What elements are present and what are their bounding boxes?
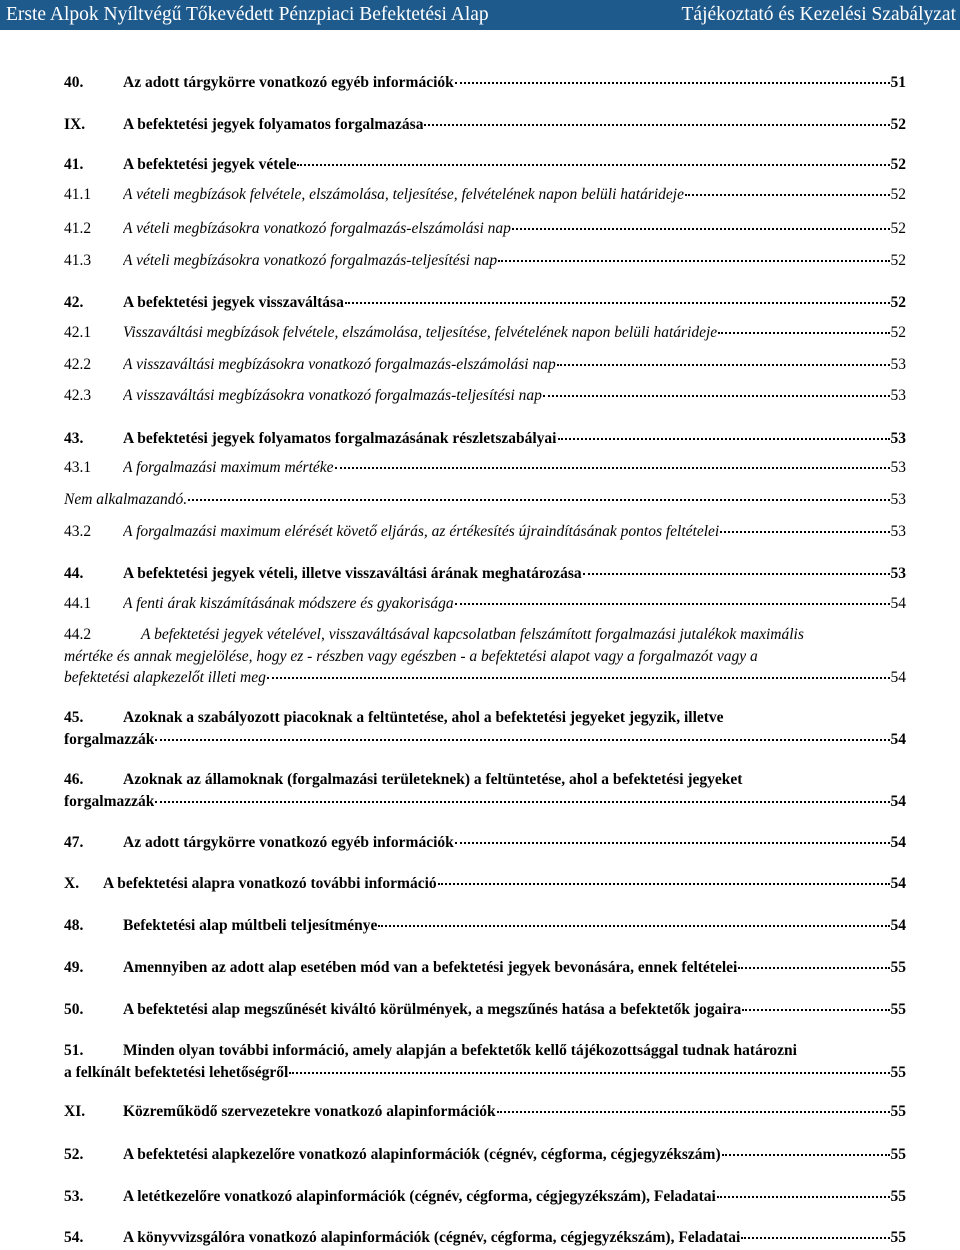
toc-entry-page: 51 <box>890 74 906 91</box>
toc-entry-page: 55 <box>890 1063 906 1081</box>
toc-entry-44[interactable] <box>64 563 906 585</box>
toc-entry-42[interactable] <box>64 292 906 314</box>
toc-entry-page: 54 <box>890 875 906 892</box>
toc-entry-page: 55 <box>890 1188 906 1205</box>
toc-entry-page: 52 <box>890 156 906 173</box>
toc-entry-title-line: a felkínált befektetési lehetőségről <box>64 1063 289 1081</box>
toc-entry-title: A befektetési alapra vonatkozó további információ <box>103 875 437 892</box>
toc-entry-42-3[interactable] <box>64 385 906 407</box>
toc-entry-page: 53 <box>890 565 906 582</box>
toc-entry-number: 43.2 <box>64 523 92 540</box>
toc-entry-45[interactable] <box>64 707 906 750</box>
toc-entry-number: 41.2 <box>64 220 92 237</box>
toc-entry-title: A befektetési jegyek vételi, illetve visszaváltási árának meghatározása <box>123 565 582 582</box>
toc-entry-43[interactable] <box>64 428 906 450</box>
toc-entry-40[interactable] <box>64 72 906 94</box>
toc-entry-x[interactable] <box>64 873 906 895</box>
toc-entry-number: 43. <box>64 430 84 447</box>
toc-entry-47[interactable] <box>64 832 906 854</box>
dot-leader <box>155 799 889 803</box>
toc-entry-title: Azoknak az államoknak (forgalmazási területeknek) a feltüntetése, ahol a befektetési jegyeket <box>123 771 743 788</box>
dot-leader <box>738 965 889 969</box>
dot-leader <box>498 258 889 262</box>
toc-entry-title: Közreműködő szervezetekre vonatkozó alapinformációk <box>123 1103 496 1120</box>
toc-entry-number: 41.3 <box>64 252 92 269</box>
toc-entry-last-line <box>64 729 906 751</box>
dot-leader <box>722 1152 890 1156</box>
header-fund-name: Erste Alpok Nyíltvégű Tőkevédett Pénzpiaci Befektetési Alap <box>6 4 489 25</box>
toc-entry-not-applicable[interactable] <box>64 489 906 511</box>
toc-entry-number: 44.1 <box>64 595 92 612</box>
toc-entry-page: 52 <box>890 294 906 311</box>
toc-entry-page: 55 <box>890 1001 906 1018</box>
dot-leader <box>455 840 890 844</box>
toc-entry-number: 44. <box>64 565 84 582</box>
toc-entry-last-line <box>64 791 906 813</box>
toc-entry-title: A vételi megbízásokra vonatkozó forgalmazás-teljesítési nap <box>123 252 498 269</box>
dot-leader <box>438 881 890 885</box>
toc-entry-title: Amennyiben az adott alap esetében mód van a befektetési jegyek bevonására, ennek feltételei <box>123 959 738 976</box>
toc-entry-number: 42.3 <box>64 387 92 404</box>
toc-entry-page: 52 <box>890 116 906 133</box>
toc-entry-41[interactable] <box>64 154 906 176</box>
toc-entry-title: Visszaváltási megbízások felvétele, elszámolása, teljesítése, felvételének napon belüli határideje <box>123 324 718 341</box>
toc-entry-number: 48. <box>64 917 84 934</box>
toc-entry-title-line: befektetési alapkezelőt illeti meg <box>64 669 266 686</box>
toc-entry-page: 55 <box>890 1229 906 1246</box>
toc-entry-48[interactable] <box>64 915 906 937</box>
toc-entry-xi[interactable] <box>64 1101 906 1123</box>
toc-entry-page: 55 <box>890 1103 906 1120</box>
toc-entry-title: Befektetési alap múltbeli teljesítménye <box>123 917 378 934</box>
toc-entry-number: X. <box>64 875 80 892</box>
dot-leader <box>267 675 890 679</box>
toc-entry-50[interactable] <box>64 999 906 1021</box>
toc-entry-43-2[interactable] <box>64 521 906 543</box>
toc-entry-page: 53 <box>890 459 906 476</box>
toc-entry-last-line <box>64 667 906 689</box>
toc-entry-53[interactable] <box>64 1186 906 1208</box>
toc-entry-number: 43.1 <box>64 459 92 476</box>
toc-entry-title: A könyvvizsgálóra vonatkozó alapinformációk (cégnév, cégforma, cégjegyzékszám), Feladatai <box>123 1229 741 1246</box>
toc-entry-title-line <box>64 624 906 646</box>
toc-entry-page: 54 <box>890 917 906 934</box>
toc-entry-title: Az adott tárgykörre vonatkozó egyéb információk <box>123 834 454 851</box>
toc-entry-page: 54 <box>890 834 906 851</box>
toc-entry-42-2[interactable] <box>64 354 906 376</box>
toc-entry-42-1[interactable] <box>64 322 906 344</box>
toc-entry-title: A visszaváltási megbízásokra vonatkozó forgalmazás-elszámolási nap <box>123 356 556 373</box>
toc-entry-number: 54. <box>64 1229 84 1246</box>
toc-entry-number: 41.1 <box>64 186 92 203</box>
dot-leader <box>378 923 889 927</box>
toc-entry-title: A befektetési jegyek folyamatos forgalmazása <box>123 116 424 133</box>
toc-entry-49[interactable] <box>64 957 906 979</box>
dot-leader <box>455 80 890 84</box>
toc-entry-page: 53 <box>890 356 906 373</box>
dot-leader <box>345 300 890 304</box>
toc-entry-number: 46. <box>64 771 84 788</box>
toc-entry-page: 52 <box>890 186 906 203</box>
dot-leader <box>455 601 890 605</box>
dot-leader <box>741 1235 889 1239</box>
toc-entry-number: 42.1 <box>64 324 92 341</box>
toc-entry-title: A forgalmazási maximum elérését követő eljárás, az értékesítés újraindításának pontos feltételei <box>123 523 720 540</box>
toc-entry-page: 53 <box>890 387 906 404</box>
toc-entry-number: 49. <box>64 959 84 976</box>
toc-entry-title: A vételi megbízásokra vonatkozó forgalmazás-elszámolási nap <box>123 220 511 237</box>
toc-entry-title: Az adott tárgykörre vonatkozó egyéb információk <box>123 74 454 91</box>
toc-entry-page: 54 <box>890 669 906 686</box>
toc-entry-page: 52 <box>890 252 906 269</box>
toc-entry-title: A fenti árak kiszámításának módszere és gyakorisága <box>123 595 454 612</box>
toc-entry-number: 42. <box>64 294 84 311</box>
toc-entry-44-1[interactable] <box>64 593 906 615</box>
toc-entry-number: 40. <box>64 74 84 91</box>
toc-entry-title: A befektetési jegyek vételével, visszaváltásával kapcsolatban felszámított forgalmazási jutalékok maximális <box>141 626 804 643</box>
toc-entry-page: 54 <box>890 595 906 612</box>
page-header <box>0 0 960 30</box>
toc-entry-number: 51. <box>64 1042 84 1059</box>
toc-entry-number: 52. <box>64 1146 84 1163</box>
toc-entry-number: 41. <box>64 156 84 173</box>
dot-leader <box>583 571 890 575</box>
header-document-title: Tájékoztató és Kezelési Szabályzat <box>681 4 956 25</box>
dot-leader <box>424 122 889 126</box>
toc-entry-title: A befektetési jegyek vétele <box>123 156 297 173</box>
toc-entry-41-1[interactable] <box>64 184 906 206</box>
toc-entry-page: 52 <box>890 220 906 237</box>
toc-entry-last-line <box>64 1062 906 1084</box>
toc-entry-46[interactable] <box>64 769 906 812</box>
dot-leader <box>512 226 890 230</box>
toc-entry-page: 55 <box>890 959 906 976</box>
toc-entry-title: Nem alkalmazandó. <box>64 491 188 508</box>
dot-leader <box>557 362 890 366</box>
toc-entry-title: A visszaváltási megbízásokra vonatkozó forgalmazás-teljesítési nap <box>123 387 542 404</box>
toc-entry-title: Minden olyan további információ, amely alapján a befektetők kellő tájékozottsággal tudnak határozni <box>123 1042 797 1059</box>
toc-entry-number: IX. <box>64 116 86 133</box>
toc-entry-number: XI. <box>64 1103 86 1120</box>
dot-leader <box>558 436 890 440</box>
toc-entry-title-line: forgalmazzák <box>64 792 155 810</box>
toc-entry-title-line: forgalmazzák <box>64 730 155 748</box>
toc-entry-page: 52 <box>890 324 906 341</box>
toc-entry-title-line <box>64 769 906 791</box>
dot-leader <box>188 497 889 501</box>
toc-entry-page: 53 <box>890 491 906 508</box>
toc-entry-page: 55 <box>890 1146 906 1163</box>
toc-entry-number: 53. <box>64 1188 84 1205</box>
dot-leader <box>685 192 890 196</box>
toc-entry-page: 54 <box>890 792 906 810</box>
toc-entry-title: A vételi megbízások felvétele, elszámolása, teljesítése, felvételének napon belüli határideje <box>123 186 684 203</box>
toc-entry-number: 44.2 <box>64 626 92 643</box>
toc-entry-title: A befektetési alapkezelőre vonatkozó alapinformációk (cégnév, cégforma, cégjegyzékszám) <box>123 1146 721 1163</box>
toc-entry-title-line <box>64 707 906 729</box>
dot-leader <box>718 330 889 334</box>
dot-leader <box>497 1109 890 1113</box>
toc-entry-54[interactable] <box>64 1227 906 1249</box>
toc-entry-title: A befektetési jegyek folyamatos forgalmazásának részletszabályai <box>123 430 557 447</box>
toc-entry-number: 42.2 <box>64 356 92 373</box>
toc-entry-title: A befektetési alap megszűnését kiváltó körülmények, a megszűnés hatása a befektetők jogaira <box>123 1001 742 1018</box>
dot-leader <box>543 393 890 397</box>
toc-entry-43-1[interactable] <box>64 457 906 479</box>
toc-entry-number: 50. <box>64 1001 84 1018</box>
dot-leader <box>289 1070 889 1074</box>
toc-entry-title: A letétkezelőre vonatkozó alapinformációk (cégnév, cégforma, cégjegyzékszám), Feladatai <box>123 1188 716 1205</box>
dot-leader <box>742 1007 889 1011</box>
dot-leader <box>155 737 889 741</box>
toc-entry-41-3[interactable] <box>64 250 906 272</box>
toc-entry-page: 53 <box>890 430 906 447</box>
dot-leader <box>720 529 889 533</box>
toc-entry-51[interactable] <box>64 1040 906 1083</box>
toc-entry-52[interactable] <box>64 1144 906 1166</box>
toc-entry-title-line <box>64 1040 906 1062</box>
toc-entry-title-line: mértéke és annak megjelölése, hogy ez - részben vagy egészben - a befektetési alapot vagy a forgalmazót vagy a <box>64 647 758 665</box>
toc-entry-title: Azoknak a szabályozott piacoknak a feltüntetése, ahol a befektetési jegyeket jegyzik, illetve <box>123 709 724 726</box>
toc-entry-number: 45. <box>64 709 84 726</box>
toc-entry-number: 47. <box>64 834 84 851</box>
dot-leader <box>297 162 889 166</box>
dot-leader <box>717 1194 890 1198</box>
toc-entry-page: 54 <box>890 730 906 748</box>
dot-leader <box>335 465 890 469</box>
toc-entry-44-2[interactable] <box>64 624 906 689</box>
toc-entry-title: A befektetési jegyek visszaváltása <box>123 294 344 311</box>
toc-entry-41-2[interactable] <box>64 218 906 240</box>
toc-entry-ix[interactable] <box>64 114 906 136</box>
toc-entry-title: A forgalmazási maximum mértéke <box>123 459 334 476</box>
toc-entry-page: 53 <box>890 523 906 540</box>
